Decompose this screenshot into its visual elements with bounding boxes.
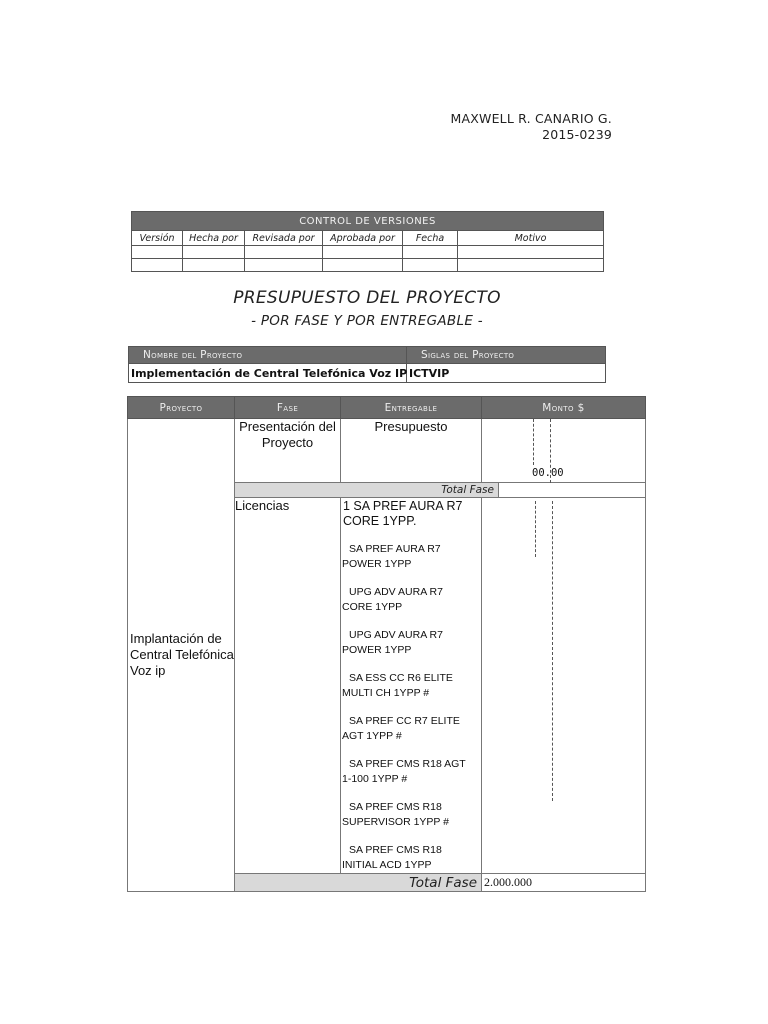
phase2-first-item: 1 SA PREF AURA R7 CORE 1YPP. — [343, 499, 463, 528]
phase2-name: Licencias — [235, 498, 341, 874]
table-row — [128, 419, 646, 483]
column-header: Versión — [132, 231, 183, 246]
column-header: Aprobada por — [323, 231, 403, 246]
phase1-deliverable: Presupuesto — [341, 419, 482, 483]
phase2-amount-cell — [482, 498, 646, 874]
column-header: Revisada por — [245, 231, 323, 246]
phase1-amount: 00.00 — [532, 467, 564, 479]
phase1-total-value — [499, 483, 646, 498]
author-name: MAXWELL R. CANARIO G. — [450, 111, 612, 126]
project-acronym-header: Siglas del Proyecto — [407, 347, 606, 364]
list-item: SA PREF AURA R7 POWER 1YPP — [342, 543, 441, 570]
version-control-table — [131, 211, 604, 272]
table-row — [132, 259, 604, 272]
column-header: Hecha por — [183, 231, 245, 246]
project-name-cell — [128, 419, 235, 892]
version-control-header-row — [132, 231, 604, 246]
document-subtitle: - POR FASE Y POR ENTREGABLE - — [251, 313, 483, 329]
column-header: Motivo — [458, 231, 604, 246]
column-header-phase: Fase — [235, 397, 341, 419]
column-header-amount: Monto $ — [482, 397, 646, 419]
phase2-total-value: 2.000.000 — [482, 874, 646, 892]
list-item: SA PREF CMS R18 SUPERVISOR 1YPP # — [342, 801, 449, 828]
version-control-title: CONTROL DE VERSIONES — [132, 212, 604, 231]
author-id: 2015-0239 — [542, 127, 612, 142]
phase2-deliverables — [341, 498, 482, 874]
phase1-amount-cell — [482, 419, 646, 483]
project-name-text: Implantación de Central Telefónica Voz ip — [130, 631, 234, 678]
project-info-table — [128, 346, 606, 383]
budget-table — [127, 396, 646, 892]
document-title: PRESUPUESTO DEL PROYECTO — [233, 288, 501, 308]
column-header-deliverable: Entregable — [341, 397, 482, 419]
list-item: UPG ADV AURA R7 POWER 1YPP — [342, 629, 443, 656]
project-name-header: Nombre del Proyecto — [129, 347, 407, 364]
column-header-project: Proyecto — [128, 397, 235, 419]
list-item: SA PREF CC R7 ELITE AGT 1YPP # — [342, 715, 460, 742]
phase1-name: Presentación del Proyecto — [235, 419, 341, 483]
table-row — [132, 246, 604, 259]
list-item: SA ESS CC R6 ELITE MULTI CH 1YPP # — [342, 672, 453, 699]
project-name-value: Implementación de Central Telefónica Voz IP — [129, 364, 407, 383]
project-acronym-value: ICTVIP — [407, 364, 606, 383]
phase2-total-label: Total Fase — [235, 874, 482, 892]
column-header: Fecha — [403, 231, 458, 246]
phase1-total-label: Total Fase — [235, 483, 499, 498]
list-item: SA PREF CMS R18 INITIAL ACD 1YPP — [342, 844, 442, 871]
list-item: UPG ADV AURA R7 CORE 1YPP — [342, 586, 443, 613]
list-item: SA PREF CMS R18 AGT 1-100 1YPP # — [342, 758, 466, 785]
